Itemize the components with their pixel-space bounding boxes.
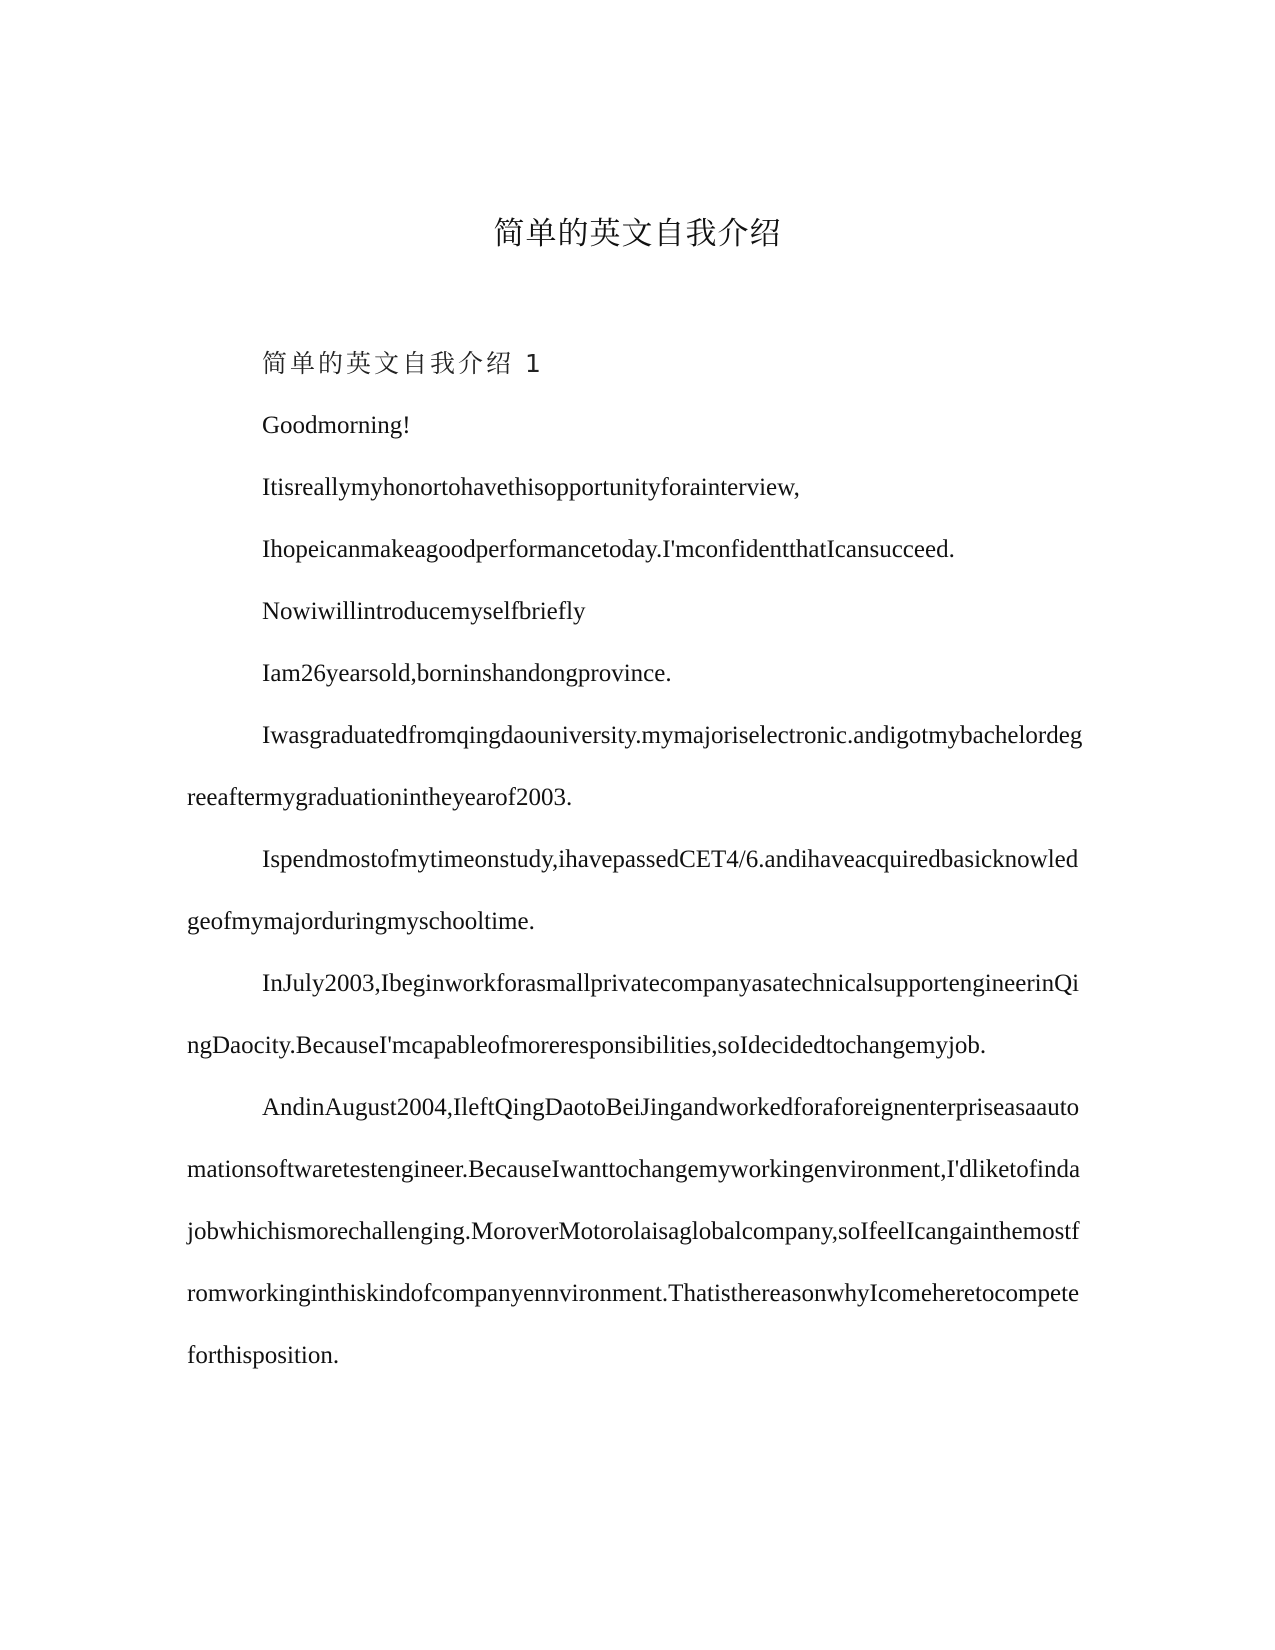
paragraph-second-job: AndinAugust2004,IleftQingDaotoBeiJingandworkedforaforeignenterpriseasaautomationsoftwaretestengineer.BecauseIwanttochangemyworkingenvironment,I'dliketofindajobwhichismorechallenging.MoroverMotorolaisaglobalcompany,soIfeelIcangainthemostfromworkinginthiskindofcompanyennvironment.ThatisthereasonwhyIcomeheretocompeteforthisposition. [187, 1094, 1081, 1369]
paragraph-age: Iam26yearsold,borninshandongprovince. [262, 660, 672, 687]
paragraph-study: Ispendmostofmytimeonstudy,ihavepassedCET4/6.andihaveacquiredbasicknowledgeofmymajorduringmyschooltime. [187, 846, 1079, 935]
paragraph-greeting: Goodmorning! [262, 412, 411, 439]
document-title: 简单的英文自我介绍 [493, 216, 782, 252]
paragraph-hope: Ihopeicanmakeagoodperformancetoday.I'mconfidentthatIcansucceed. [262, 536, 955, 563]
paragraph-education: Iwasgraduatedfromqingdaouniversity.mymajoriselectronic.andigotmybachelordegreeaftermygraduationintheyearof2003. [187, 722, 1083, 811]
section-heading: 简单的英文自我介绍 1 [262, 349, 544, 378]
paragraph-introduce: Nowiwillintroducemyselfbriefly [262, 598, 586, 625]
paragraph-first-job: InJuly2003,IbeginworkforasmallprivatecompanyasatechnicalsupportengineerinQingDaocity.BecauseI'mcapableofmoreresponsibilities,soIdecidedtochangemyjob. [187, 970, 1080, 1059]
document-body [187, 333, 1087, 1387]
paragraph-honor: Itisreallymyhonortohavethisopportunityforainterview, [262, 474, 800, 501]
